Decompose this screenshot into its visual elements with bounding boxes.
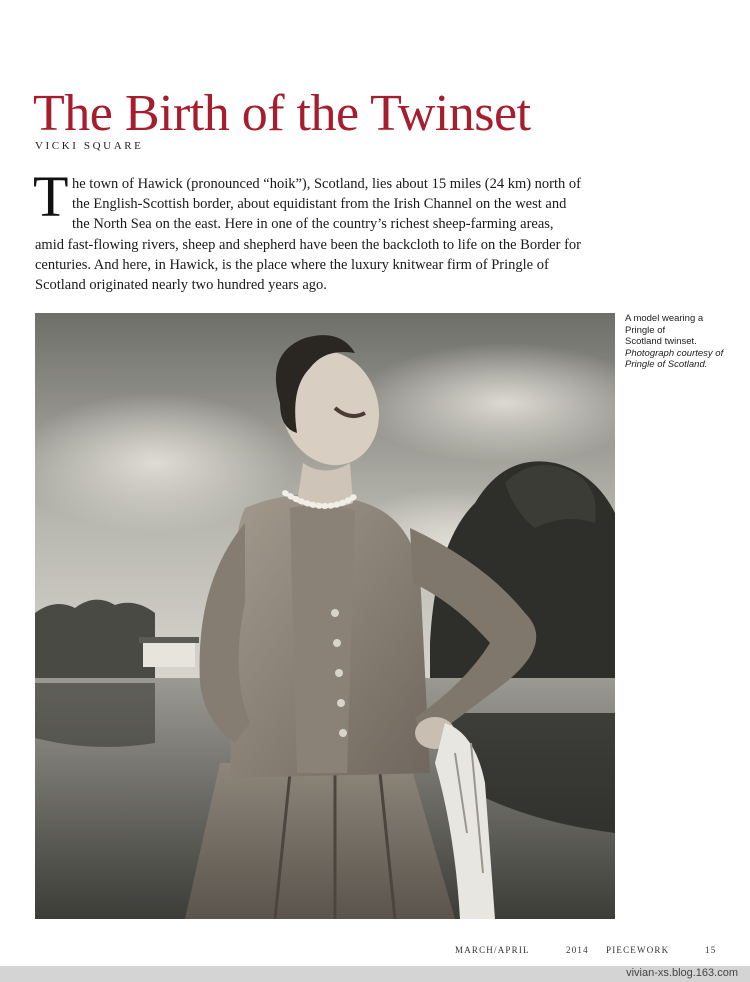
drop-cap: T <box>33 164 69 229</box>
footer-issue: MARCH/APRIL <box>455 945 530 955</box>
body-line: Scotland originated nearly two hundred years ago. <box>35 277 327 293</box>
watermark-bar <box>0 966 750 982</box>
photo-credit-line: Pringle of Scotland. <box>625 359 708 370</box>
reflection-left <box>35 683 155 747</box>
footer-magazine: PIECEWORK <box>606 945 670 955</box>
footer-year: 2014 <box>566 945 589 955</box>
body-line: the North Sea on the east. Here in one of the country’s richest sheep-farming areas, <box>72 216 554 232</box>
boathouse <box>143 641 195 667</box>
body-line: amid fast-flowing rivers, sheep and shepherd have been the backcloth to life on the Border for <box>35 237 581 253</box>
article-title: The Birth of the Twinset <box>33 85 531 142</box>
caption-line: Pringle of <box>625 324 666 336</box>
caption-line: Scotland twinset. <box>625 336 697 347</box>
photo-credit-line: Photograph courtesy of <box>625 347 724 359</box>
photo-caption <box>625 313 740 371</box>
author-byline: VICKI SQUARE <box>35 140 144 152</box>
caption-line: A model wearing a <box>625 313 704 324</box>
body-line: he town of Hawick (pronounced “hoik”), Scotland, lies about 15 miles (24 km) north of <box>72 176 581 192</box>
model-photo <box>35 313 615 919</box>
skirt <box>185 763 455 919</box>
boathouse-roof <box>139 637 199 643</box>
watermark-text: vivian-xs.blog.163.com <box>626 967 738 979</box>
page-number: 15 <box>705 945 717 955</box>
trees-left <box>35 600 155 683</box>
body-line: the English-Scottish border, about equidistant from the Irish Channel on the west and <box>72 196 567 212</box>
body-line: centuries. And here, in Hawick, is the place where the luxury knitwear firm of Pringle of <box>35 257 549 273</box>
photo-illustration <box>35 313 615 919</box>
